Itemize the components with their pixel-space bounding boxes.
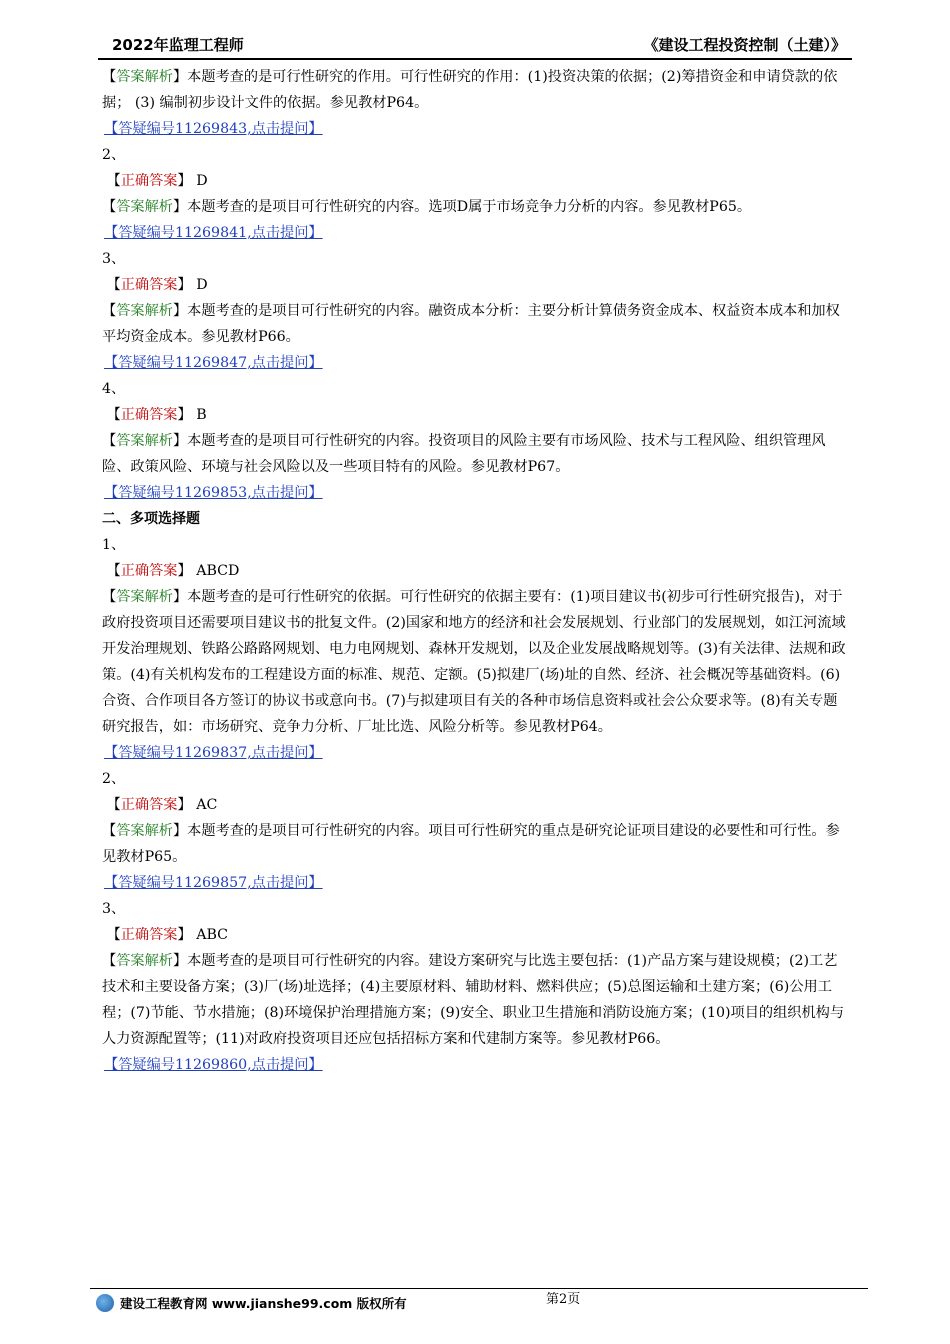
analysis-text: 本题考查的是项目可行性研究的内容。项目可行性研究的重点是研究论证项目建设的必要性和可行性。参见教材P65。 — [102, 823, 840, 865]
analysis-label: 答案解析 — [116, 69, 173, 85]
answer-line: 【正确答案】 AC — [106, 797, 218, 813]
analysis-text: 本题考查的是项目可行性研究的内容。融资成本分析：主要分析计算债务资金成本、权益资本成本和加权平均资金成本。参见教材P66。 — [102, 303, 840, 345]
correct-answer-value: ABCD — [191, 563, 240, 579]
answer-line: 【正确答案】 D — [106, 277, 208, 293]
answer-content — [102, 64, 850, 1078]
analysis-paragraph: 【答案解析】本题考查的是可行性研究的作用。可行性研究的作用：(1)投资决策的依据；(2)筹措资金和申请贷款的依据； (3) 编制初步设计文件的依据。参见教材P64。 — [102, 69, 838, 111]
analysis-label: 答案解析 — [116, 199, 173, 215]
question-number: 2、 — [102, 771, 126, 787]
question-link[interactable]: 【答疑编号11269853,点击提问】 — [104, 485, 323, 501]
analysis-label: 答案解析 — [116, 589, 173, 605]
question-number: 4、 — [102, 381, 126, 397]
footer-divider — [90, 1288, 868, 1289]
question-number: 2、 — [102, 147, 126, 163]
correct-answer-label: 正确答案 — [120, 927, 178, 943]
answer-line: 【正确答案】 B — [106, 407, 207, 423]
header-book-title: 《建设工程投资控制（土建）》 — [643, 36, 846, 54]
page-footer — [96, 1294, 407, 1312]
section-title: 二、多项选择题 — [102, 511, 200, 527]
analysis-paragraph: 【答案解析】本题考查的是项目可行性研究的内容。项目可行性研究的重点是研究论证项目建设的必要性和可行性。参见教材P65。 — [102, 823, 840, 865]
analysis-label: 答案解析 — [116, 433, 173, 449]
correct-answer-label: 正确答案 — [120, 173, 178, 189]
question-number: 3、 — [102, 251, 126, 267]
analysis-paragraph: 【答案解析】本题考查的是项目可行性研究的内容。选项D属于市场竞争力分析的内容。参见教材P65。 — [102, 199, 752, 215]
page-number: 第2页 — [546, 1292, 581, 1307]
correct-answer-value: D — [191, 173, 208, 189]
question-link[interactable]: 【答疑编号11269843,点击提问】 — [104, 121, 323, 137]
question-number: 3、 — [102, 901, 126, 917]
correct-answer-label: 正确答案 — [120, 797, 178, 813]
answer-line: 【正确答案】 D — [106, 173, 208, 189]
analysis-text: 本题考查的是项目可行性研究的内容。投资项目的风险主要有市场风险、技术与工程风险、组织管理风险、政策风险、环境与社会风险以及一些项目特有的风险。参见教材P67。 — [102, 433, 826, 475]
question-link[interactable]: 【答疑编号11269841,点击提问】 — [104, 225, 323, 241]
question-link[interactable]: 【答疑编号11269847,点击提问】 — [104, 355, 323, 371]
correct-answer-label: 正确答案 — [120, 407, 178, 423]
correct-answer-value: AC — [191, 797, 218, 813]
correct-answer-value: B — [191, 407, 207, 423]
analysis-paragraph: 【答案解析】本题考查的是可行性研究的依据。可行性研究的依据主要有：(1)项目建议书(初步可行性研究报告)，对于政府投资项目还需要项目建议书的批复文件。(2)国家和地方的经济和社会发展规划、行业部门的发展规划，如江河流域开发治理规划、铁路公路路网规划、电力电网规划、森林开发规划，以及企业发展战略规划等。(3)有关法律、法规和政策。(4)有关机构发布的工程建设方面的标准、规范、定额。(5)拟建厂(场)址的自然、经济、社会概况等基础资料。(6)合资、合作项目各方签订的协议书或意向书。(7)与拟建项目有关的各种市场信息资料或社会公众要求等。(8)有关专题研究报告，如：市场研究、竞争力分析、厂址比选、风险分析等。参见教材P64。 — [102, 589, 846, 735]
answer-line: 【正确答案】 ABCD — [106, 563, 240, 579]
correct-answer-label: 正确答案 — [120, 277, 178, 293]
analysis-label: 答案解析 — [116, 823, 173, 839]
analysis-label: 答案解析 — [116, 303, 173, 319]
page-header — [98, 32, 852, 60]
analysis-paragraph: 【答案解析】本题考查的是项目可行性研究的内容。投资项目的风险主要有市场风险、技术与工程风险、组织管理风险、政策风险、环境与社会风险以及一些项目特有的风险。参见教材P67。 — [102, 433, 826, 475]
correct-answer-value: ABC — [191, 927, 228, 943]
analysis-text: 本题考查的是可行性研究的作用。可行性研究的作用：(1)投资决策的依据；(2)筹措资金和申请贷款的依据； (3) 编制初步设计文件的依据。参见教材P64。 — [102, 69, 838, 111]
analysis-text: 本题考查的是项目可行性研究的内容。选项D属于市场竞争力分析的内容。参见教材P65。 — [187, 199, 752, 215]
answer-line: 【正确答案】 ABC — [106, 927, 228, 943]
question-link[interactable]: 【答疑编号11269857,点击提问】 — [104, 875, 323, 891]
footer-copyright: 建设工程教育网 www.jianshe99.com 版权所有 — [120, 1296, 407, 1311]
question-link[interactable]: 【答疑编号11269837,点击提问】 — [104, 745, 323, 761]
correct-answer-value: D — [191, 277, 208, 293]
question-number: 1、 — [102, 537, 126, 553]
header-exam-title: 2022年监理工程师 — [112, 36, 244, 54]
question-link[interactable]: 【答疑编号11269860,点击提问】 — [104, 1057, 323, 1073]
correct-answer-label: 正确答案 — [120, 563, 178, 579]
site-logo-icon — [96, 1294, 114, 1312]
analysis-text: 本题考查的是可行性研究的依据。可行性研究的依据主要有：(1)项目建议书(初步可行性研究报告)，对于政府投资项目还需要项目建议书的批复文件。(2)国家和地方的经济和社会发展规划、行业部门的发展规划，如江河流域开发治理规划、铁路公路路网规划、电力电网规划、森林开发规划，以及企业发展战略规划等。(3)有关法律、法规和政策。(4)有关机构发布的工程建设方面的标准、规范、定额。(5)拟建厂(场)址的自然、经济、社会概况等基础资料。(6)合资、合作项目各方签订的协议书或意向书。(7)与拟建项目有关的各种市场信息资料或社会公众要求等。(8)有关专题研究报告，如：市场研究、竞争力分析、厂址比选、风险分析等。参见教材P64。 — [102, 589, 846, 735]
analysis-text: 本题考查的是项目可行性研究的内容。建设方案研究与比选主要包括：(1)产品方案与建设规模；(2)工艺技术和主要设备方案；(3)厂(场)址选择；(4)主要原材料、辅助材料、燃料供应；(5)总图运输和土建方案；(6)公用工程；(7)节能、节水措施；(8)环境保护治理措施方案；(9)安全、职业卫生措施和消防设施方案；(10)项目的组织机构与人力资源配置等；(11)对政府投资项目还应包括招标方案和代建制方案等。参见教材P66。 — [102, 953, 845, 1047]
analysis-paragraph: 【答案解析】本题考查的是项目可行性研究的内容。融资成本分析：主要分析计算债务资金成本、权益资本成本和加权平均资金成本。参见教材P66。 — [102, 303, 840, 345]
analysis-paragraph: 【答案解析】本题考查的是项目可行性研究的内容。建设方案研究与比选主要包括：(1)产品方案与建设规模；(2)工艺技术和主要设备方案；(3)厂(场)址选择；(4)主要原材料、辅助材料、燃料供应；(5)总图运输和土建方案；(6)公用工程；(7)节能、节水措施；(8)环境保护治理措施方案；(9)安全、职业卫生措施和消防设施方案；(10)项目的组织机构与人力资源配置等；(11)对政府投资项目还应包括招标方案和代建制方案等。参见教材P66。 — [102, 953, 845, 1047]
analysis-label: 答案解析 — [116, 953, 173, 969]
